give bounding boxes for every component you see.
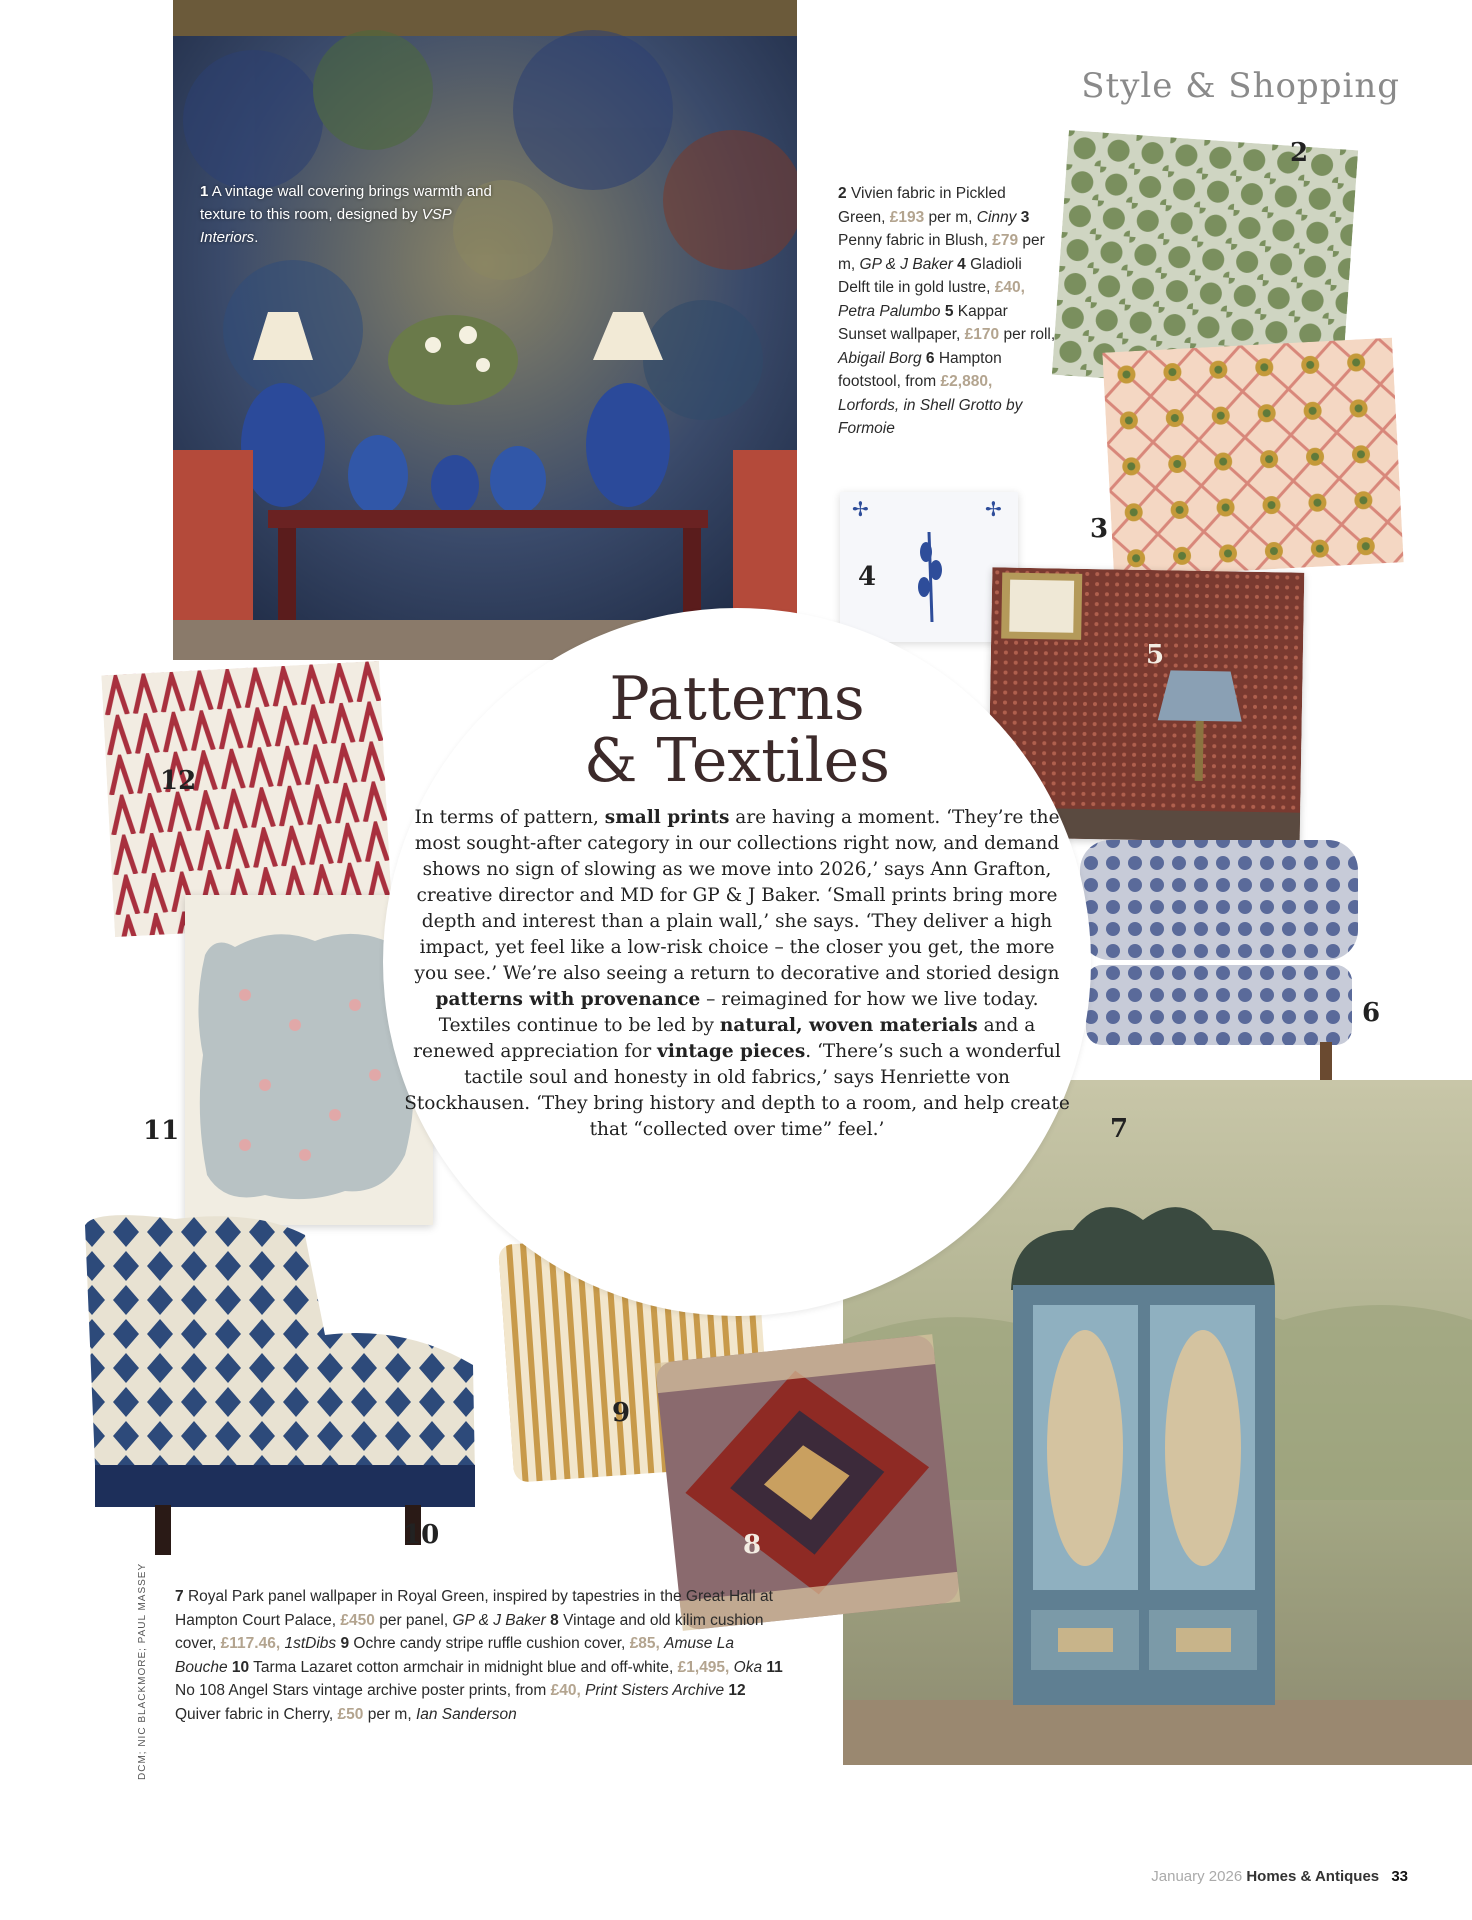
item-number-12: 12 [160,766,197,796]
item-number-11: 11 [143,1116,180,1146]
feature-body-segment: . ‘There’s such a wonderful tactile soul and honesty in old fabrics,’ says Henriette von Stockhausen. ‘They bring history and depth to a room, and help create that “collected over time” feel.’ [404,1041,1070,1140]
caption-6-number: 6 [925,349,935,367]
caption-1-text: A vintage wall covering brings warmth and texture to this room, designed by [200,183,492,223]
caption-3-text: Penny fabric in Blush, [838,232,988,249]
caption-7-text: Royal Park panel wallpaper in Royal Green, inspired by tapestries in the Great Hall at Hampton Court Palace, [175,1588,773,1629]
item-number-2: 2 [1290,138,1309,168]
feature-body-highlight: natural, woven materials [719,1015,978,1036]
caption-6-supplier: Lorfords, in Shell Grotto by Formoie [838,396,1023,437]
photo-hampton-footstool [1080,830,1360,1100]
svg-text:✢: ✢ [852,497,869,521]
footer-issue: January 2026 [1151,1868,1243,1885]
caption-7-number: 7 [175,1588,184,1605]
caption-9-text: Ochre candy stripe ruffle cushion cover, [353,1635,626,1652]
caption-12-unit: per m, [367,1705,412,1723]
photo-penny-fabric [1102,338,1403,578]
feature-body-highlight: vintage pieces [657,1041,806,1062]
caption-item-10 [232,1659,762,1676]
item-number-8: 8 [743,1530,762,1560]
caption-8-number: 8 [550,1611,559,1629]
feature-body-segment: – reimagined for how we live today. Textiles continue to be led by [438,989,1039,1036]
caption-6-text: Hampton footstool, from [838,349,1002,390]
feature-title-line-2: & Textiles [584,726,890,796]
caption-5-unit: per roll, [1003,326,1056,343]
caption-1 [200,180,500,249]
caption-5-price: £170 [964,326,1000,343]
feature-body-segment: In terms of pattern, [414,807,605,828]
caption-12-number: 12 [728,1682,746,1699]
caption-1-designer: VSP Interiors [200,206,452,246]
photo-tarma-armchair [75,1215,485,1555]
feature-body [400,805,1074,1143]
caption-8-price: £117.46, [220,1635,281,1652]
caption-4-number: 4 [957,255,966,273]
caption-1-number: 1 [200,183,209,200]
tapestry-room-illustration [173,0,797,660]
item-number-5: 5 [1146,640,1165,670]
caption-5-supplier: Abigail Borg [838,349,922,367]
footstool-illustration [1080,830,1360,1100]
caption-10-text: Tarma Lazaret cotton armchair in midnight blue and off-white, [253,1658,674,1676]
page-footer [1151,1868,1408,1885]
item-number-7: 7 [1110,1114,1129,1144]
caption-9-price: £85, [629,1635,660,1652]
item-number-4: 4 [858,562,877,592]
caption-12-text: Quiver fabric in Cherry, [175,1705,334,1723]
penny-fabric-swatch [1102,338,1403,578]
caption-10-price: £1,495, [677,1658,730,1676]
caption-11-number: 11 [766,1658,783,1676]
photo-tapestry-room [173,0,797,660]
caption-5-number: 5 [944,302,954,320]
armchair-illustration [75,1215,485,1555]
caption-3-number: 3 [1020,208,1030,226]
footer-magazine: Homes & Antiques [1246,1868,1380,1885]
caption-3-supplier: GP & J Baker [859,255,953,273]
feature-title-line-1: Patterns [609,664,865,734]
caption-7-unit: per panel, [379,1611,449,1629]
photo-credit: DCM; NIC BLACKMORE; PAUL MASSEY [137,1562,148,1780]
caption-12-supplier: Ian Sanderson [415,1705,517,1723]
feature-body-segment: and a renewed appreciation for [413,1015,1036,1062]
caption-3-unit: per m, [838,232,1045,273]
caption-5-text: Kappar Sunset wallpaper, [838,302,1008,343]
caption-8-text: Vintage and old kilim cushion cover, [175,1611,764,1652]
caption-11-price: £40, [550,1682,581,1699]
caption-7-price: £450 [340,1611,375,1629]
caption-8-supplier: 1stDibs [284,1635,337,1652]
caption-6-price: £2,880, [940,373,993,390]
caption-2-price: £193 [889,208,925,226]
caption-2-number: 2 [838,185,847,202]
feature-body-highlight: patterns with provenance [435,989,701,1010]
caption-1-end: . [254,229,259,246]
feature-body-highlight: small prints [604,807,730,828]
feature-title [383,664,1091,796]
caption-block-top [838,182,1056,441]
caption-10-number: 10 [231,1658,250,1676]
svg-text:✢: ✢ [985,497,1002,521]
caption-block-bottom [175,1585,787,1726]
caption-9-supplier: Amuse La Bouche [175,1635,734,1676]
caption-4-price: £40, [994,279,1025,296]
feature-body-segment: are having a moment. ‘They’re the most sought-after category in our collections right now, and demand shows no sign of slowing as we move into 2026,’ says Ann Grafton, creative director and MD for GP & J Baker. ‘Small prints bring more depth and interest than a plain wall,’ she says. ‘They deliver a high impact, yet feel like a low-risk choice – the closer you get, the more you see.’ We’re also seeing a return to decorative and storied design [414,807,1060,984]
item-number-10: 10 [403,1520,440,1550]
caption-11-supplier: Print Sisters Archive [585,1682,725,1699]
caption-4-text: Gladioli Delft tile in gold lustre, [838,255,1022,296]
caption-10-supplier: Oka [733,1658,763,1676]
item-number-3: 3 [1090,514,1109,544]
caption-7-supplier: GP & J Baker [452,1611,546,1629]
page-number: 33 [1391,1868,1408,1885]
caption-4-supplier: Petra Palumbo [838,302,941,320]
caption-11-text: No 108 Angel Stars vintage archive poster prints, from [175,1682,547,1699]
caption-9-number: 9 [340,1635,350,1652]
caption-item-2 [838,185,1016,226]
caption-2-supplier: Cinny [976,208,1017,226]
section-title: Style & Shopping [1081,66,1400,106]
caption-12-price: £50 [337,1705,364,1723]
caption-2-unit: per m, [928,208,973,226]
item-number-6: 6 [1362,998,1381,1028]
item-number-9: 9 [612,1398,631,1428]
caption-2-text: Vivien fabric in Pickled Green, [838,185,1006,226]
caption-3-price: £79 [992,232,1019,249]
